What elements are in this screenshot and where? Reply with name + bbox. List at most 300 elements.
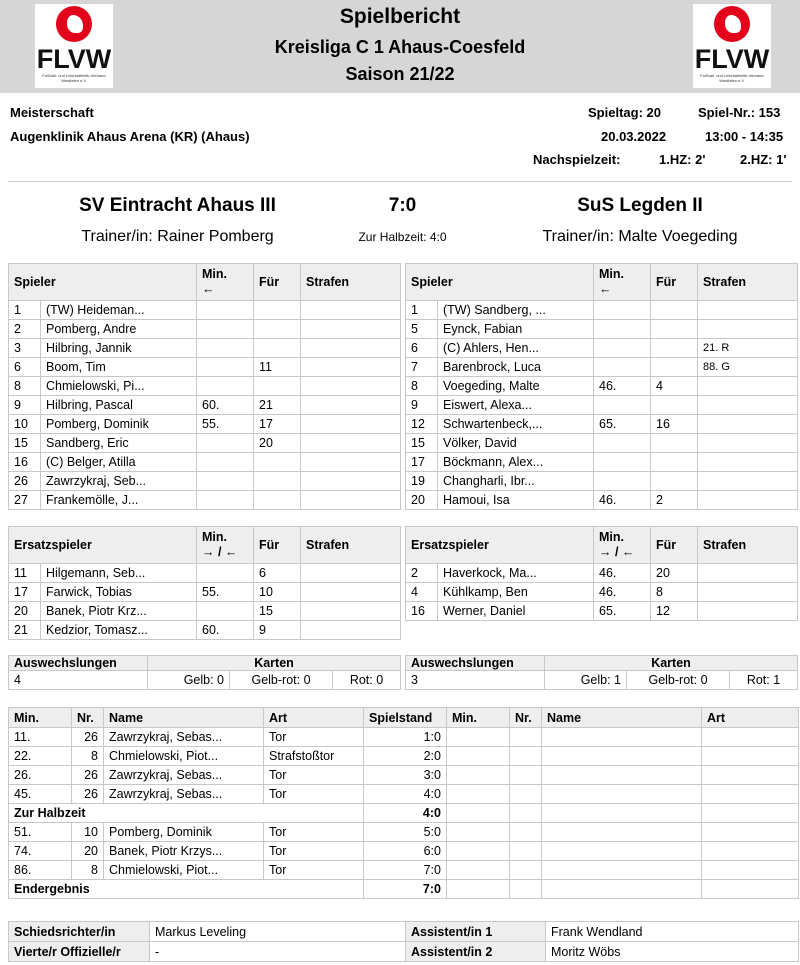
player-number: 4 bbox=[406, 583, 438, 602]
player-for bbox=[651, 472, 698, 491]
player-for: 16 bbox=[651, 415, 698, 434]
empty-cell bbox=[542, 823, 702, 842]
player-minute bbox=[594, 339, 651, 358]
goal-score: 6:0 bbox=[364, 842, 447, 861]
player-minute: 65. bbox=[594, 602, 651, 621]
empty-cell bbox=[447, 766, 510, 785]
assistant2-name: Moritz Wöbs bbox=[546, 942, 799, 962]
player-penalty bbox=[698, 320, 798, 339]
table-row bbox=[9, 377, 401, 396]
goal-type: Tor bbox=[264, 861, 364, 880]
player-name: Eiswert, Alexa... bbox=[438, 396, 594, 415]
player-number: 17 bbox=[406, 453, 438, 472]
goal-player: Pomberg, Dominik bbox=[104, 823, 264, 842]
final-row bbox=[9, 880, 799, 899]
empty-cell bbox=[702, 785, 799, 804]
player-number: 19 bbox=[406, 472, 438, 491]
substitutions-header: Auswechslungen bbox=[9, 656, 148, 671]
goal-minute: 45. bbox=[9, 785, 72, 804]
min-header: Min. ← bbox=[197, 264, 254, 301]
player-penalty bbox=[301, 415, 401, 434]
player-minute: 55. bbox=[197, 415, 254, 434]
halftime-row-score: 4:0 bbox=[364, 804, 447, 823]
goal-player: Zawrzykraj, Sebas... bbox=[104, 728, 264, 747]
stoppage-first-half: 1.HZ: 2' bbox=[659, 152, 706, 167]
player-for bbox=[254, 339, 301, 358]
player-number: 9 bbox=[406, 396, 438, 415]
report-header bbox=[0, 0, 800, 93]
goal-nr-header: Nr. bbox=[72, 708, 104, 728]
cards-header: Karten bbox=[545, 656, 798, 671]
goal-player: Zawrzykraj, Sebas... bbox=[104, 766, 264, 785]
goal-minute: 86. bbox=[9, 861, 72, 880]
yellow-red-cards: Gelb-rot: 0 bbox=[627, 671, 730, 690]
table-row bbox=[9, 301, 401, 320]
table-row bbox=[9, 434, 401, 453]
player-penalty bbox=[698, 583, 798, 602]
player-for: 20 bbox=[651, 564, 698, 583]
referee-label: Schiedsrichter/in bbox=[9, 922, 150, 942]
fourth-official-name: - bbox=[150, 942, 406, 962]
player-number: 10 bbox=[9, 415, 41, 434]
player-for: 8 bbox=[651, 583, 698, 602]
player-penalty bbox=[301, 377, 401, 396]
halftime-row bbox=[9, 804, 799, 823]
player-minute: 60. bbox=[197, 396, 254, 415]
player-name: Pomberg, Andre bbox=[41, 320, 197, 339]
player-number: 6 bbox=[406, 339, 438, 358]
player-number: 27 bbox=[9, 491, 41, 510]
home-lineup-table bbox=[8, 263, 401, 510]
for-header: Für bbox=[254, 527, 301, 564]
halftime-row-label: Zur Halbzeit bbox=[9, 804, 364, 823]
flvw-logo-left bbox=[35, 4, 113, 88]
player-minute bbox=[197, 491, 254, 510]
player-minute bbox=[197, 339, 254, 358]
empty-cell bbox=[447, 728, 510, 747]
player-number: 16 bbox=[9, 453, 41, 472]
officials-table bbox=[8, 921, 799, 962]
empty-cell bbox=[447, 804, 510, 823]
home-coach: Trainer/in: Rainer Pomberg bbox=[81, 228, 274, 245]
player-number: 7 bbox=[406, 358, 438, 377]
empty-cell bbox=[702, 804, 799, 823]
player-name: Völker, David bbox=[438, 434, 594, 453]
player-number: 15 bbox=[9, 434, 41, 453]
logo-text: FLVW bbox=[36, 44, 112, 74]
penalties-header: Strafen bbox=[301, 264, 401, 301]
player-name: Zawrzykraj, Seb... bbox=[41, 472, 197, 491]
goal-number: 20 bbox=[72, 842, 104, 861]
player-minute bbox=[197, 377, 254, 396]
player-minute bbox=[197, 602, 254, 621]
empty-cell bbox=[702, 728, 799, 747]
empty-cell bbox=[542, 861, 702, 880]
player-for bbox=[651, 301, 698, 320]
player-for: 9 bbox=[254, 621, 301, 640]
goal-type: Tor bbox=[264, 785, 364, 804]
empty-cell bbox=[702, 861, 799, 880]
empty-cell bbox=[510, 823, 542, 842]
empty-cell bbox=[447, 785, 510, 804]
player-penalty bbox=[301, 301, 401, 320]
player-for: 21 bbox=[254, 396, 301, 415]
empty-cell bbox=[542, 880, 702, 899]
player-penalty bbox=[301, 472, 401, 491]
player-for bbox=[254, 320, 301, 339]
player-name: Hilgemann, Seb... bbox=[41, 564, 197, 583]
player-name: Eynck, Fabian bbox=[438, 320, 594, 339]
table-row bbox=[406, 434, 798, 453]
empty-cell bbox=[542, 747, 702, 766]
player-name: Hamoui, Isa bbox=[438, 491, 594, 510]
empty-cell bbox=[702, 880, 799, 899]
table-row bbox=[406, 396, 798, 415]
player-number: 8 bbox=[9, 377, 41, 396]
player-for: 12 bbox=[651, 602, 698, 621]
player-number: 3 bbox=[9, 339, 41, 358]
player-for bbox=[254, 301, 301, 320]
player-minute bbox=[197, 434, 254, 453]
player-minute: 46. bbox=[594, 564, 651, 583]
goal-row bbox=[9, 747, 799, 766]
horse-emblem-icon bbox=[56, 6, 92, 42]
goal-number: 26 bbox=[72, 785, 104, 804]
venue: Augenklinik Ahaus Arena (KR) (Ahaus) bbox=[10, 129, 250, 144]
table-row bbox=[9, 564, 401, 583]
player-for: 10 bbox=[254, 583, 301, 602]
player-name: Schwartenbeck,... bbox=[438, 415, 594, 434]
final-score: 7:0 bbox=[388, 195, 417, 216]
player-for: 17 bbox=[254, 415, 301, 434]
competition: Meisterschaft bbox=[10, 105, 94, 120]
player-for bbox=[254, 472, 301, 491]
table-row bbox=[9, 358, 401, 377]
empty-cell bbox=[447, 823, 510, 842]
empty-cell bbox=[702, 842, 799, 861]
player-for: 15 bbox=[254, 602, 301, 621]
player-name: Hilbring, Pascal bbox=[41, 396, 197, 415]
goal-minute: 74. bbox=[9, 842, 72, 861]
player-number: 1 bbox=[406, 301, 438, 320]
table-row bbox=[406, 339, 798, 358]
player-penalty bbox=[301, 583, 401, 602]
home-substitutes-table bbox=[8, 526, 401, 640]
goal-name-header: Name bbox=[104, 708, 264, 728]
goal-score: 4:0 bbox=[364, 785, 447, 804]
player-number: 6 bbox=[9, 358, 41, 377]
player-name: Barenbrock, Luca bbox=[438, 358, 594, 377]
goals-table bbox=[8, 707, 799, 899]
goal-minute: 22. bbox=[9, 747, 72, 766]
player-number: 9 bbox=[9, 396, 41, 415]
penalties-header: Strafen bbox=[301, 527, 401, 564]
away-lineup-table bbox=[405, 263, 798, 510]
empty-cell bbox=[510, 804, 542, 823]
final-row-score: 7:0 bbox=[364, 880, 447, 899]
goal-row bbox=[9, 785, 799, 804]
player-penalty bbox=[301, 358, 401, 377]
away-coach: Trainer/in: Malte Voegeding bbox=[542, 228, 738, 245]
league-name: Kreisliga C 1 Ahaus-Coesfeld bbox=[274, 37, 526, 57]
min-header: Min. → / ← bbox=[594, 527, 651, 564]
player-penalty bbox=[698, 396, 798, 415]
table-row bbox=[406, 583, 798, 602]
empty-cell bbox=[510, 861, 542, 880]
player-number: 20 bbox=[406, 491, 438, 510]
player-penalty bbox=[698, 602, 798, 621]
table-row bbox=[406, 377, 798, 396]
substitution-count: 3 bbox=[406, 671, 545, 690]
player-number: 21 bbox=[9, 621, 41, 640]
player-name: Kühlkamp, Ben bbox=[438, 583, 594, 602]
player-for bbox=[651, 453, 698, 472]
empty-cell bbox=[447, 880, 510, 899]
player-name: Boom, Tim bbox=[41, 358, 197, 377]
goal-row bbox=[9, 861, 799, 880]
player-for bbox=[651, 320, 698, 339]
player-name: (C) Ahlers, Hen... bbox=[438, 339, 594, 358]
player-penalty bbox=[301, 396, 401, 415]
player-minute: 60. bbox=[197, 621, 254, 640]
player-number: 16 bbox=[406, 602, 438, 621]
player-penalty bbox=[698, 472, 798, 491]
goal-minute: 11. bbox=[9, 728, 72, 747]
player-for bbox=[254, 491, 301, 510]
logo-text: FLVW bbox=[694, 44, 770, 74]
table-row bbox=[406, 320, 798, 339]
goal-player: Chmielowski, Piot... bbox=[104, 861, 264, 880]
player-minute: 46. bbox=[594, 491, 651, 510]
player-minute: 55. bbox=[197, 583, 254, 602]
player-penalty bbox=[698, 301, 798, 320]
player-number: 1 bbox=[9, 301, 41, 320]
goal-name-header: Name bbox=[542, 708, 702, 728]
empty-cell bbox=[510, 785, 542, 804]
goal-number: 8 bbox=[72, 861, 104, 880]
player-minute bbox=[197, 301, 254, 320]
table-row bbox=[406, 472, 798, 491]
player-name: Changharli, Ibr... bbox=[438, 472, 594, 491]
player-name: Frankemölle, J... bbox=[41, 491, 197, 510]
table-row bbox=[406, 301, 798, 320]
stoppage-label: Nachspielzeit: bbox=[533, 152, 621, 167]
player-penalty bbox=[698, 564, 798, 583]
empty-cell bbox=[542, 766, 702, 785]
goal-score: 3:0 bbox=[364, 766, 447, 785]
goal-type: Strafstoßtor bbox=[264, 747, 364, 766]
halftime-score: Zur Halbzeit: 4:0 bbox=[358, 230, 447, 244]
empty-cell bbox=[447, 747, 510, 766]
assistant1-name: Frank Wendland bbox=[546, 922, 799, 942]
player-name: Haverkock, Ma... bbox=[438, 564, 594, 583]
player-minute bbox=[594, 301, 651, 320]
player-for bbox=[254, 453, 301, 472]
red-cards: Rot: 0 bbox=[333, 671, 401, 690]
for-header: Für bbox=[254, 264, 301, 301]
final-row-label: Endergebnis bbox=[9, 880, 364, 899]
player-penalty bbox=[301, 602, 401, 621]
player-for: 6 bbox=[254, 564, 301, 583]
player-minute bbox=[197, 320, 254, 339]
player-number: 2 bbox=[406, 564, 438, 583]
empty-cell bbox=[702, 747, 799, 766]
penalties-header: Strafen bbox=[698, 527, 798, 564]
flvw-logo-right bbox=[693, 4, 771, 88]
player-name: Hilbring, Jannik bbox=[41, 339, 197, 358]
goal-player: Zawrzykraj, Sebas... bbox=[104, 785, 264, 804]
assistant1-label: Assistent/in 1 bbox=[406, 922, 546, 942]
player-minute bbox=[197, 358, 254, 377]
player-number: 11 bbox=[9, 564, 41, 583]
player-name: (C) Belger, Atilla bbox=[41, 453, 197, 472]
players-header: Spieler bbox=[9, 264, 197, 301]
goal-row bbox=[9, 728, 799, 747]
table-row bbox=[9, 491, 401, 510]
player-for: 11 bbox=[254, 358, 301, 377]
empty-cell bbox=[447, 842, 510, 861]
goal-row bbox=[9, 842, 799, 861]
player-name: Werner, Daniel bbox=[438, 602, 594, 621]
goal-row bbox=[9, 823, 799, 842]
cards-header: Karten bbox=[148, 656, 401, 671]
player-for bbox=[651, 396, 698, 415]
player-for bbox=[651, 434, 698, 453]
player-for bbox=[254, 377, 301, 396]
player-minute bbox=[594, 472, 651, 491]
substitution-count: 4 bbox=[9, 671, 148, 690]
players-header: Spieler bbox=[406, 264, 594, 301]
player-name: Sandberg, Eric bbox=[41, 434, 197, 453]
goal-score: 2:0 bbox=[364, 747, 447, 766]
player-penalty bbox=[698, 453, 798, 472]
goal-number: 8 bbox=[72, 747, 104, 766]
away-team: SuS Legden II bbox=[577, 195, 703, 216]
goal-score: 1:0 bbox=[364, 728, 447, 747]
for-header: Für bbox=[651, 527, 698, 564]
player-minute: 46. bbox=[594, 583, 651, 602]
goal-type: Tor bbox=[264, 728, 364, 747]
stoppage-second-half: 2.HZ: 1' bbox=[740, 152, 787, 167]
player-minute bbox=[594, 396, 651, 415]
table-row bbox=[406, 358, 798, 377]
player-name: (TW) Heideman... bbox=[41, 301, 197, 320]
empty-cell bbox=[510, 880, 542, 899]
player-minute: 65. bbox=[594, 415, 651, 434]
goal-score: 5:0 bbox=[364, 823, 447, 842]
goal-type-header: Art bbox=[264, 708, 364, 728]
player-name: Böckmann, Alex... bbox=[438, 453, 594, 472]
yellow-cards: Gelb: 1 bbox=[545, 671, 627, 690]
player-number: 12 bbox=[406, 415, 438, 434]
player-name: Banek, Piotr Krz... bbox=[41, 602, 197, 621]
away-summary-table bbox=[405, 655, 798, 690]
player-name: Kedzior, Tomasz... bbox=[41, 621, 197, 640]
goal-player: Banek, Piotr Krzys... bbox=[104, 842, 264, 861]
player-penalty bbox=[698, 415, 798, 434]
matchday: Spieltag: 20 bbox=[588, 105, 661, 120]
goal-score: 7:0 bbox=[364, 861, 447, 880]
table-row bbox=[406, 453, 798, 472]
player-penalty: 21. R bbox=[698, 339, 798, 358]
logo-subtext: Fußball- und Leichtathletik-Verband Westfalen e.V. bbox=[700, 73, 764, 83]
player-minute: 46. bbox=[594, 377, 651, 396]
home-team: SV Eintracht Ahaus III bbox=[79, 195, 276, 216]
home-summary-table bbox=[8, 655, 401, 690]
away-substitutes-table bbox=[405, 526, 798, 621]
table-row bbox=[9, 621, 401, 640]
goal-score-header: Spielstand bbox=[364, 708, 447, 728]
player-penalty bbox=[698, 434, 798, 453]
empty-cell bbox=[542, 842, 702, 861]
assistant2-label: Assistent/in 2 bbox=[406, 942, 546, 962]
empty-cell bbox=[542, 804, 702, 823]
goal-nr-header: Nr. bbox=[510, 708, 542, 728]
player-for: 20 bbox=[254, 434, 301, 453]
empty-cell bbox=[702, 823, 799, 842]
player-penalty bbox=[301, 339, 401, 358]
player-number: 26 bbox=[9, 472, 41, 491]
for-header: Für bbox=[651, 264, 698, 301]
player-name: (TW) Sandberg, ... bbox=[438, 301, 594, 320]
goal-number: 10 bbox=[72, 823, 104, 842]
substitutions-header: Auswechslungen bbox=[406, 656, 545, 671]
goal-player: Chmielowski, Piot... bbox=[104, 747, 264, 766]
player-minute bbox=[594, 434, 651, 453]
table-row bbox=[9, 472, 401, 491]
player-for bbox=[651, 339, 698, 358]
player-number: 2 bbox=[9, 320, 41, 339]
empty-cell bbox=[702, 766, 799, 785]
player-penalty bbox=[301, 320, 401, 339]
table-row bbox=[406, 564, 798, 583]
player-minute bbox=[594, 358, 651, 377]
player-name: Chmielowski, Pi... bbox=[41, 377, 197, 396]
player-penalty bbox=[301, 564, 401, 583]
min-header: Min. → / ← bbox=[197, 527, 254, 564]
match-time: 13:00 - 14:35 bbox=[705, 129, 784, 144]
goal-min-header: Min. bbox=[9, 708, 72, 728]
empty-cell bbox=[542, 785, 702, 804]
player-for: 2 bbox=[651, 491, 698, 510]
player-penalty bbox=[301, 621, 401, 640]
player-penalty bbox=[301, 434, 401, 453]
fourth-official-label: Vierte/r Offizielle/r bbox=[9, 942, 150, 962]
empty-cell bbox=[510, 842, 542, 861]
player-name: Voegeding, Malte bbox=[438, 377, 594, 396]
subs-header: Ersatzspieler bbox=[9, 527, 197, 564]
yellow-cards: Gelb: 0 bbox=[148, 671, 230, 690]
player-number: 8 bbox=[406, 377, 438, 396]
yellow-red-cards: Gelb-rot: 0 bbox=[230, 671, 333, 690]
horse-emblem-icon bbox=[714, 6, 750, 42]
report-title: Spielbericht bbox=[339, 5, 461, 28]
player-penalty bbox=[301, 453, 401, 472]
match-date: 20.03.2022 bbox=[601, 129, 667, 144]
empty-cell bbox=[510, 766, 542, 785]
min-header: Min. ← bbox=[594, 264, 651, 301]
player-name: Farwick, Tobias bbox=[41, 583, 197, 602]
player-minute bbox=[594, 320, 651, 339]
table-row bbox=[406, 602, 798, 621]
penalties-header: Strafen bbox=[698, 264, 798, 301]
player-for: 4 bbox=[651, 377, 698, 396]
goal-number: 26 bbox=[72, 766, 104, 785]
goal-minute: 51. bbox=[9, 823, 72, 842]
player-penalty: 88. G bbox=[698, 358, 798, 377]
match-number: Spiel-Nr.: 153 bbox=[698, 105, 781, 120]
goal-row bbox=[9, 766, 799, 785]
